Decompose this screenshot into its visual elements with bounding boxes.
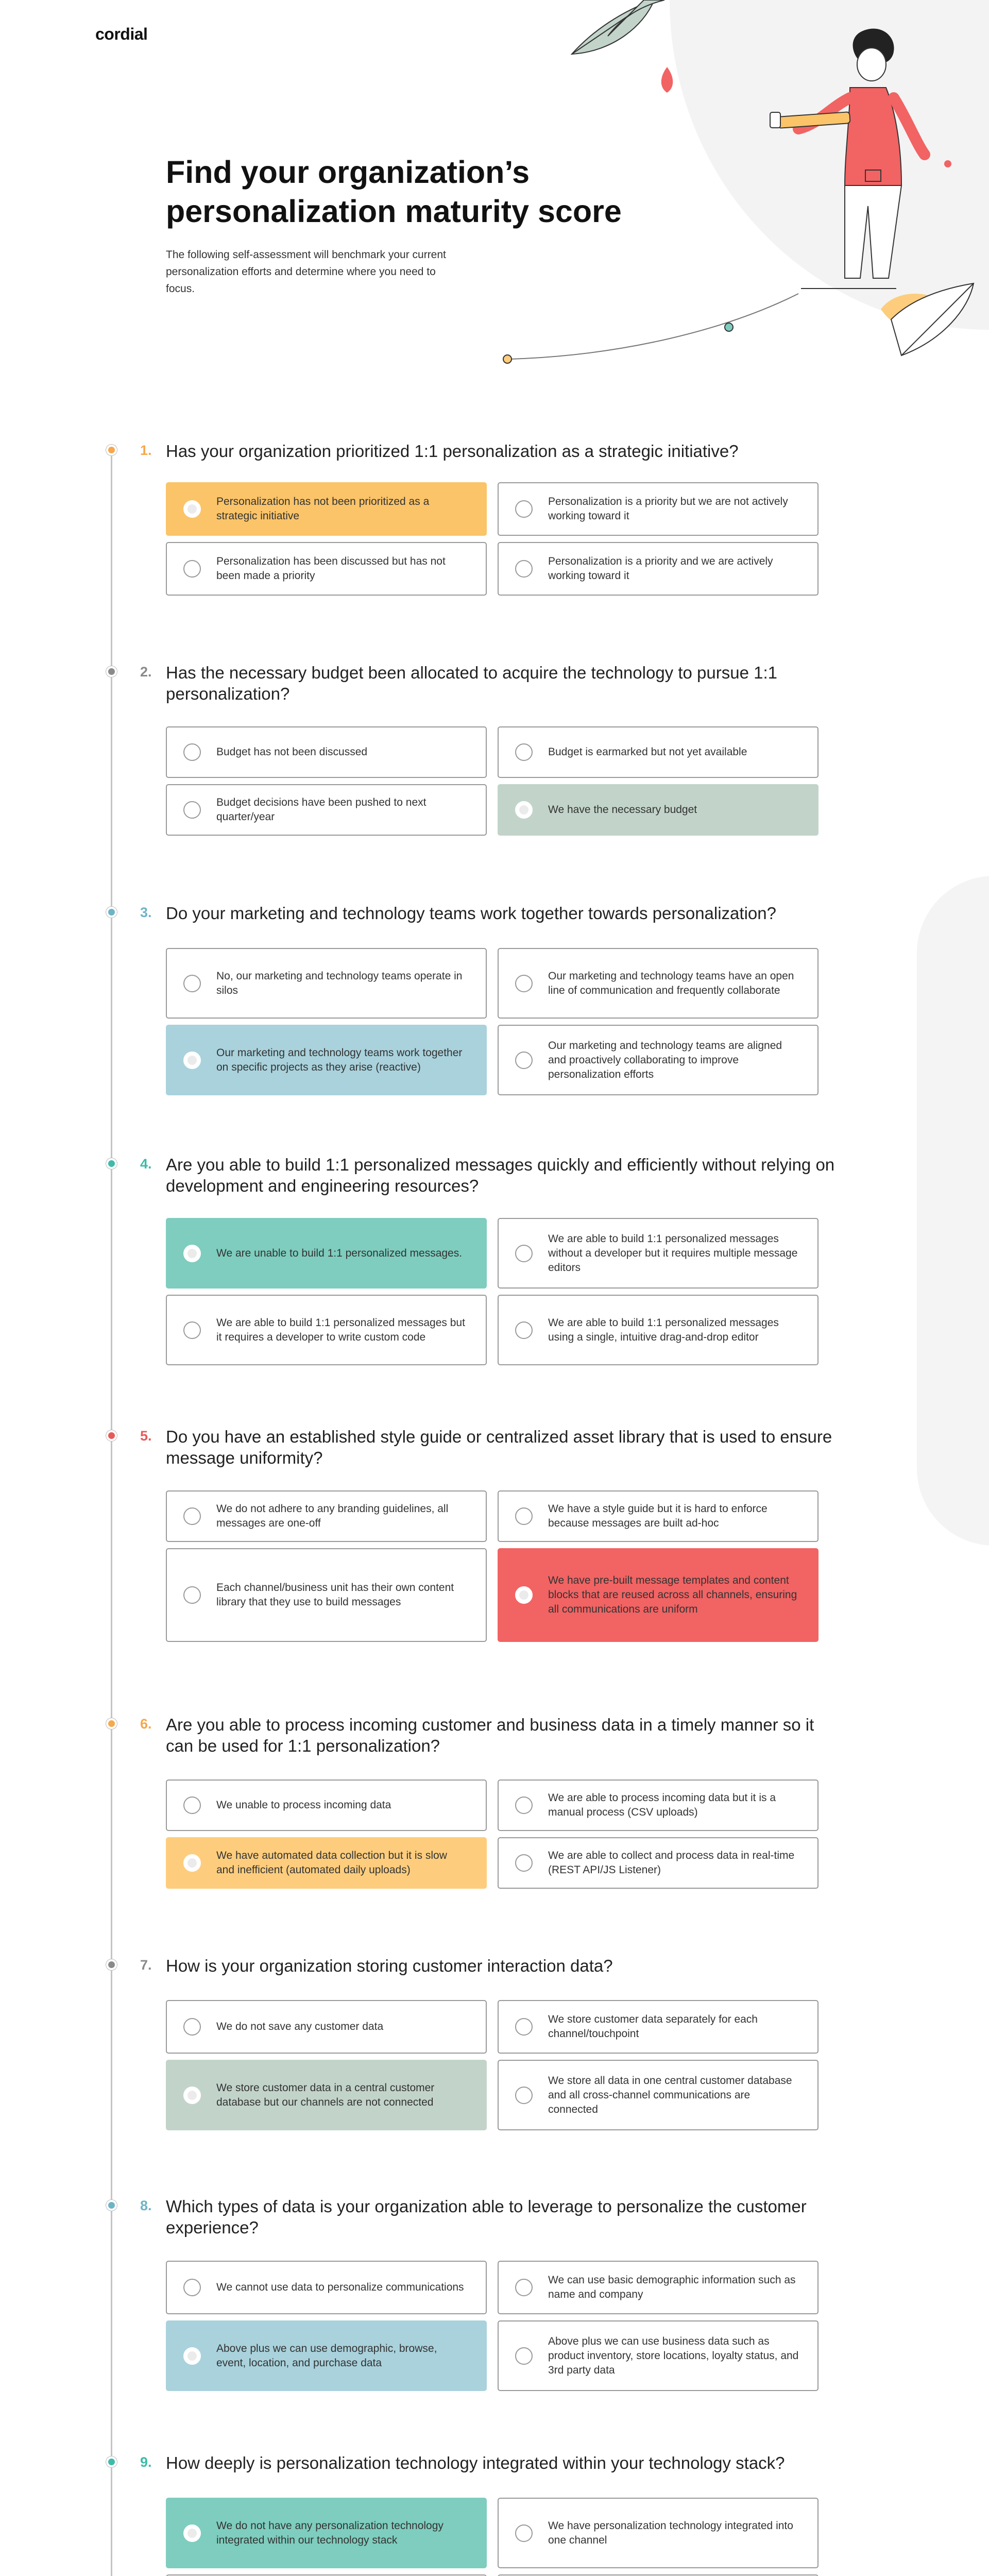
answer-option[interactable] [166,948,487,1019]
question-number: 9. [140,2454,152,2470]
question-text: Are you able to build 1:1 personalized messages quickly and efficiently without relying on development and engineering resources? [166,1155,835,1195]
timeline-dot [106,1718,117,1729]
answer-option[interactable] [498,2261,819,2314]
answer-option[interactable] [166,1490,487,1542]
answer-option[interactable] [498,2060,819,2130]
question-text: How deeply is personalization technology integrated within your technology stack? [166,2453,785,2472]
question-text: Do your marketing and technology teams work together towards personalization? [166,904,776,923]
answer-option-label: We store customer data in a central customer database but our channels are not connected [216,2081,435,2108]
answer-option[interactable] [166,542,487,596]
answer-option-label: Above plus we can use business data such as product inventory, store locations, loyalty status, and 3rd party data [548,2335,799,2376]
answer-option-label: We cannot use data to personalize communications [216,2281,464,2293]
answer-option-label: No, our marketing and technology teams operate in silos [216,970,463,996]
answer-option[interactable] [166,1548,487,1642]
radio-button[interactable] [515,1854,533,1872]
timeline-dot [106,1430,117,1441]
berry-icon [944,160,951,167]
answer-option-label: Budget is earmarked but not yet available [548,746,747,758]
answer-option-label: We do not adhere to any branding guidelines, all messages are one-off [216,1503,449,1529]
question-number: 7. [140,1957,152,1973]
answer-option[interactable] [498,1780,819,1831]
answer-option-label: We are unable to build 1:1 personalized messages. [216,1247,463,1259]
radio-button[interactable] [515,2524,533,2542]
answer-option-label: We have personalization technology integrated into one channel [548,2519,793,2546]
radio-button[interactable] [515,1586,533,1604]
answer-option-label: Above plus we can use demographic, browse, event, location, and purchase data [216,2342,437,2369]
answer-option[interactable] [498,482,819,536]
answer-option-label: Budget has not been discussed [216,746,368,758]
radio-button[interactable] [515,2018,533,2036]
answer-option-label: We store customer data separately for each channel/touchpoint [548,2013,758,2040]
timeline-dot [106,445,117,455]
decorative-side-shape [917,876,989,1546]
answer-option-label: Our marketing and technology teams work together on specific projects as they arise (reactive) [216,1046,463,1073]
answer-option-label: We can use basic demographic information such as name and company [548,2274,796,2300]
answer-option[interactable] [166,1025,487,1095]
radio-button[interactable] [515,1321,533,1339]
timeline-line [111,448,112,2576]
timeline-dot [106,1959,117,1970]
question-text: Are you able to process incoming customer and business data in a timely manner so it can be used for 1:1 personalization? [166,1715,814,1755]
answer-option-label: We do not save any customer data [216,2021,384,2032]
question-number: 4. [140,1156,152,1172]
answer-option[interactable] [498,1837,819,1889]
radio-button[interactable] [515,1245,533,1262]
answer-option[interactable] [498,2320,819,2391]
answer-option[interactable] [498,2000,819,2054]
answer-option-label: We have pre-built message templates and content blocks that are reused across all channels, ensuring all communications are uniform [548,1574,797,1615]
timeline-dot [106,907,117,918]
answer-option-label: We are able to process incoming data but it is a manual process (CSV uploads) [548,1792,776,1818]
answer-option[interactable] [498,542,819,596]
timeline-dot [106,2456,117,2467]
question-number: 2. [140,664,152,680]
question-text: Has the necessary budget been allocated to acquire the technology to pursue 1:1 personalization? [166,663,777,703]
string-dot-icon [503,355,511,363]
radio-button[interactable] [515,2347,533,2365]
answer-option-label: We unable to process incoming data [216,1799,391,1811]
answer-option[interactable] [166,1780,487,1831]
radio-button[interactable] [183,1245,201,1262]
question-number: 8. [140,2198,152,2213]
radio-button[interactable] [515,801,533,819]
question-number: 1. [140,443,152,458]
answer-option[interactable] [166,2261,487,2314]
telescope-person-illustration [489,0,989,392]
question-number: 3. [140,905,152,920]
radio-button[interactable] [515,1797,533,1814]
answer-option-label: We do not have any personalization technology integrated within our technology stack [216,2519,444,2546]
radio-button[interactable] [183,1052,201,1069]
answer-option[interactable] [166,1295,487,1365]
question-text: Do you have an established style guide or centralized asset library that is used to ensure message uniformity? [166,1427,832,1467]
answer-option-label: We are able to build 1:1 personalized messages without a developer but it requires multiple message editors [548,1232,798,1274]
radio-button[interactable] [515,1052,533,1069]
answer-option-label: Personalization is a priority and we are actively working toward it [548,555,773,582]
person-icon [798,29,925,278]
radio-button[interactable] [183,975,201,992]
timeline-dot [106,666,117,677]
radio-button[interactable] [183,1586,201,1604]
question-number: 6. [140,1716,152,1732]
radio-button[interactable] [183,560,201,578]
telescope-icon [770,112,850,128]
radio-button[interactable] [515,2279,533,2296]
radio-button[interactable] [515,975,533,992]
answer-option[interactable] [498,1295,819,1365]
answer-option-label: We store all data in one central customer database and all cross-channel communications are connected [548,2074,792,2115]
radio-button[interactable] [515,743,533,761]
answer-option-label: Personalization is a priority but we are not actively working toward it [548,496,788,522]
timeline-dot [106,1158,117,1169]
answer-option-label: Our marketing and technology teams are aligned and proactively collaborating to improve personalization efforts [548,1039,782,1080]
radio-button[interactable] [183,500,201,518]
radio-button[interactable] [183,2087,201,2104]
answer-option-label: We are able to collect and process data in real-time (REST API/JS Listener) [548,1850,795,1876]
radio-button[interactable] [515,2087,533,2104]
question-text: Which types of data is your organization able to leverage to personalize the customer experience? [166,2197,807,2237]
answer-option-label: We are able to build 1:1 personalized messages using a single, intuitive drag-and-drop editor [548,1316,779,1343]
answer-option-label: Personalization has been discussed but has not been made a priority [216,555,446,582]
plant-icon [881,283,974,355]
berry-icon [661,67,673,93]
radio-button[interactable] [183,1507,201,1525]
answer-option[interactable] [166,784,487,836]
answer-option[interactable] [166,2000,487,2054]
leaf-icon [572,0,664,54]
answer-option-label: Personalization has not been prioritized as a strategic initiative [216,496,430,522]
radio-button[interactable] [183,1797,201,1814]
radio-button[interactable] [515,1507,533,1525]
answer-option[interactable] [498,784,819,836]
answer-option-label: Our marketing and technology teams have an open line of communication and frequently collaborate [548,970,794,996]
answer-option[interactable] [498,1490,819,1542]
radio-button[interactable] [183,1321,201,1339]
answer-option-label: We have a style guide but it is hard to enforce because messages are built ad-hoc [548,1503,768,1529]
answer-option-label: We are able to build 1:1 personalized messages but it requires a developer to write custom code [216,1316,465,1343]
answer-option[interactable] [166,482,487,536]
string-dot-icon [725,323,733,331]
question-number: 5. [140,1428,152,1444]
answer-option[interactable] [166,2498,487,2568]
answer-option[interactable] [498,1218,819,1289]
answer-option[interactable] [166,726,487,778]
question-text: Has your organization prioritized 1:1 personalization as a strategic initiative? [166,442,739,461]
radio-button[interactable] [183,2347,201,2365]
answer-option-label: We have automated data collection but it is slow and inefficient (automated daily uploads) [216,1850,447,1876]
answer-option-label: We have the necessary budget [548,804,697,816]
radio-button[interactable] [183,2524,201,2542]
answer-option[interactable] [498,726,819,778]
answer-option[interactable] [166,2320,487,2391]
radio-button[interactable] [515,500,533,518]
cordial-logo[interactable]: cordial [95,25,148,43]
radio-button[interactable] [515,560,533,578]
answer-option-label: Each channel/business unit has their own content library that they use to build messages [216,1582,454,1608]
question-text: How is your organization storing customer interaction data? [166,1956,613,1975]
page-description: The following self-assessment will benchmark your current personalization efforts and determine where you need to focus. [166,249,446,295]
answer-option[interactable] [166,2060,487,2130]
radio-button[interactable] [183,2018,201,2036]
radio-button[interactable] [183,1854,201,1872]
answer-option[interactable] [498,1025,819,1095]
answer-option[interactable] [166,1837,487,1889]
page-title: Find your organization’s personalization maturity score [166,155,622,229]
answer-option[interactable] [166,1218,487,1289]
timeline-dot [106,2200,117,2211]
radio-button[interactable] [183,801,201,819]
radio-button[interactable] [183,2279,201,2296]
radio-button[interactable] [183,743,201,761]
answer-option[interactable] [498,948,819,1019]
answer-option[interactable] [498,1548,819,1642]
answer-option[interactable] [498,2498,819,2568]
answer-option-label: Budget decisions have been pushed to next quarter/year [216,796,427,823]
